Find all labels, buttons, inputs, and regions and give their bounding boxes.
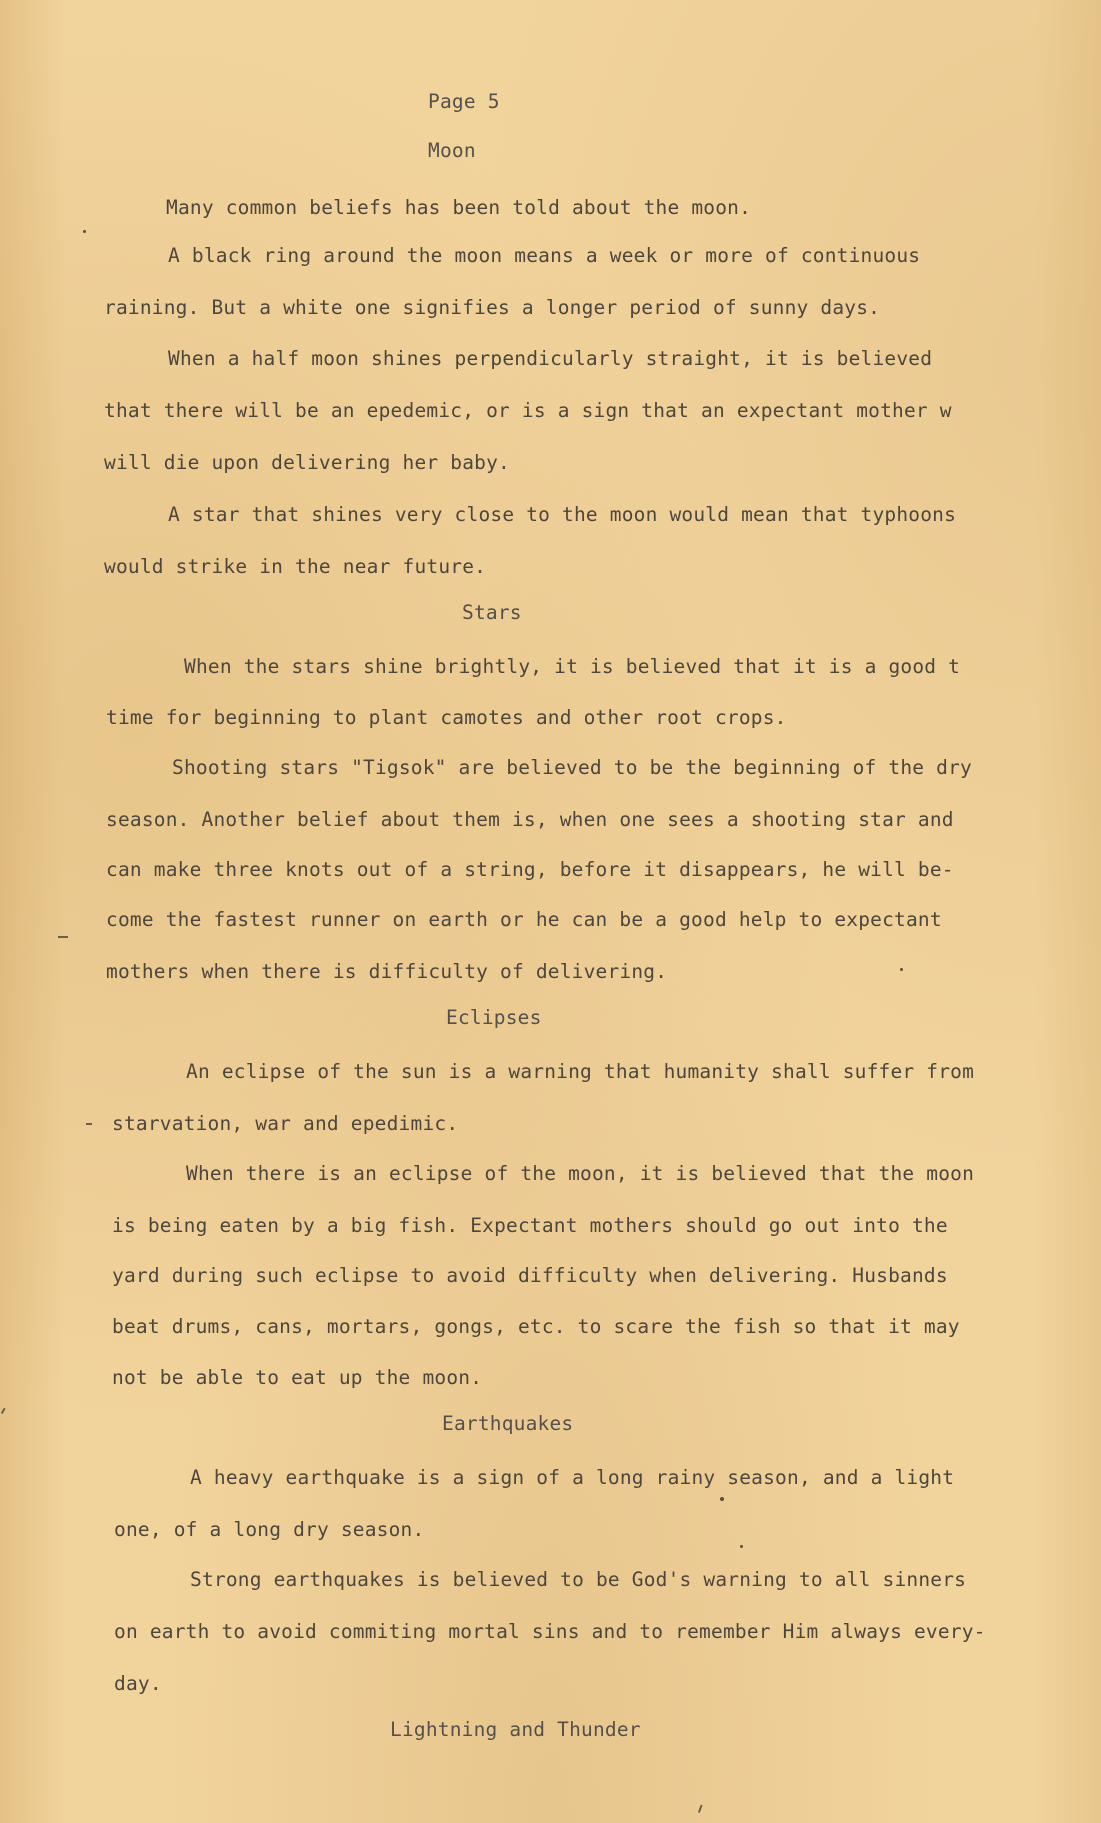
margin-mark xyxy=(698,1805,702,1813)
ink-speck xyxy=(740,1545,743,1548)
section-heading-stars: Stars xyxy=(462,601,522,624)
body-line: would strike in the near future. xyxy=(104,555,487,578)
body-line: come the fastest runner on earth or he can be a good help to expectant xyxy=(106,908,942,931)
body-line: will die upon delivering her baby. xyxy=(104,451,510,474)
body-line: yard during such eclipse to avoid difficulty when delivering. Husbands xyxy=(112,1264,948,1287)
section-heading-earthquakes: Earthquakes xyxy=(442,1412,574,1435)
body-line: season. Another belief about them is, when one sees a shooting star and xyxy=(106,808,954,831)
section-heading-moon: Moon xyxy=(428,139,476,162)
section-heading-eclipses: Eclipses xyxy=(446,1006,542,1029)
ink-speck xyxy=(83,230,86,233)
body-line: one, of a long dry season. xyxy=(114,1518,425,1541)
body-line: When a half moon shines perpendicularly straight, it is believed xyxy=(168,347,933,370)
body-line: Many common beliefs has been told about the moon. xyxy=(166,196,752,219)
ink-speck xyxy=(720,1497,724,1501)
body-line: beat drums, cans, mortars, gongs, etc. to scare the fish so that it may xyxy=(112,1315,960,1338)
body-line: Shooting stars "Tigsok" are believed to be the beginning of the dry xyxy=(172,756,972,779)
body-line: not be able to eat up the moon. xyxy=(112,1366,483,1389)
body-line: can make three knots out of a string, before it disappears, he will be- xyxy=(106,858,954,881)
body-line: Strong earthquakes is believed to be God's warning to all sinners xyxy=(190,1568,967,1591)
body-line: raining. But a white one signifies a longer period of sunny days. xyxy=(104,296,881,319)
margin-mark xyxy=(86,1123,92,1125)
ink-speck xyxy=(900,968,903,971)
margin-mark xyxy=(58,936,68,938)
body-line: mothers when there is difficulty of delivering. xyxy=(106,960,668,983)
body-line: A heavy earthquake is a sign of a long rainy season, and a light xyxy=(190,1466,955,1489)
body-line: day. xyxy=(114,1672,162,1695)
body-line: on earth to avoid commiting mortal sins and to remember Him always every- xyxy=(114,1620,986,1643)
body-line: When there is an eclipse of the moon, it is believed that the moon xyxy=(186,1162,975,1185)
body-line: A black ring around the moon means a week or more of continuous xyxy=(168,244,921,267)
margin-mark xyxy=(1,1408,5,1414)
body-line: starvation, war and epedimic. xyxy=(112,1112,459,1135)
section-heading-lightning-and-thunder: Lightning and Thunder xyxy=(390,1718,641,1741)
body-line: A star that shines very close to the moon would mean that typhoons xyxy=(168,503,957,526)
page-number: Page 5 xyxy=(428,90,500,113)
body-line: An eclipse of the sun is a warning that humanity shall suffer from xyxy=(186,1060,975,1083)
body-line: that there will be an epedemic, or is a sign that an expectant mother w xyxy=(104,399,952,422)
body-line: When the stars shine brightly, it is believed that it is a good t xyxy=(184,655,961,678)
body-line: is being eaten by a big fish. Expectant mothers should go out into the xyxy=(112,1214,948,1237)
body-line: time for beginning to plant camotes and other root crops. xyxy=(106,706,787,729)
